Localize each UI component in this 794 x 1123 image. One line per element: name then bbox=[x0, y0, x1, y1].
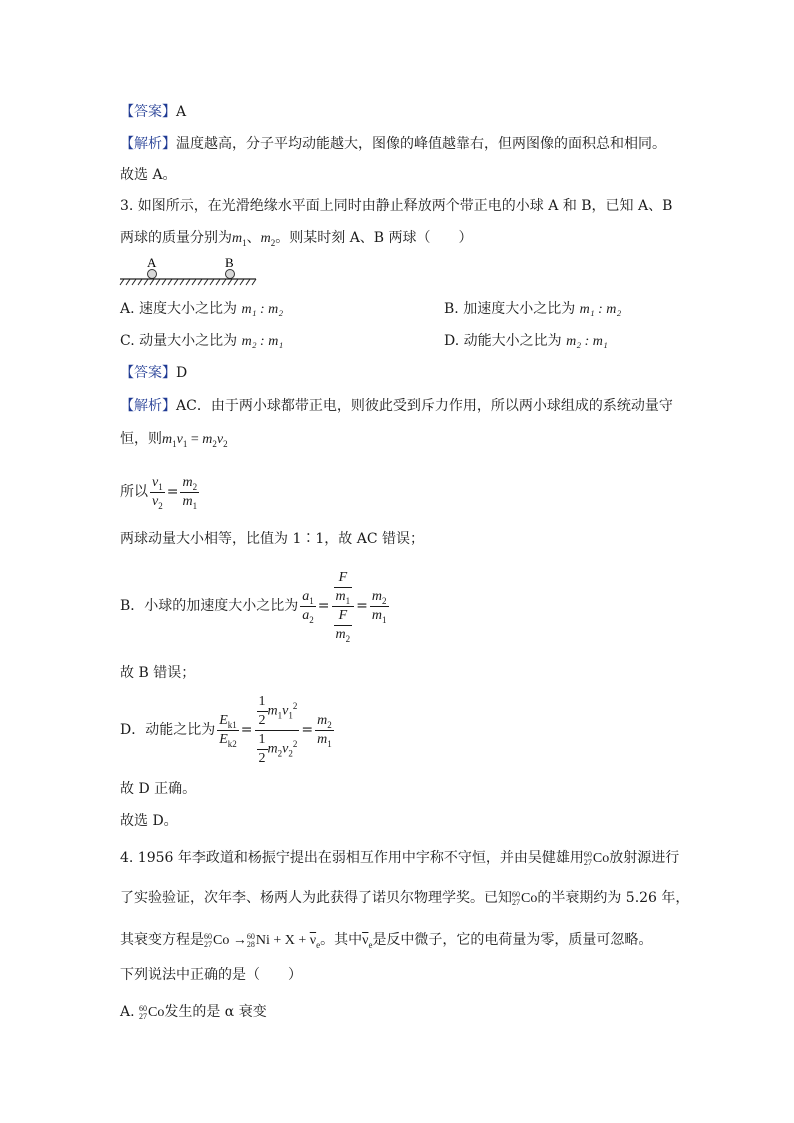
answer-tag: 【答案】 bbox=[120, 365, 176, 381]
force-over-mass-fraction: $\frac{\frac{F}{m_1}}{\frac{F}{m_2}}$ bbox=[332, 569, 355, 644]
cobalt-60-symbol: 60 27 Co bbox=[512, 889, 538, 907]
analysis-text: 温度越高，分子平均动能越大，图像的峰值越靠右，但两图像的面积总和相同。 bbox=[176, 136, 666, 152]
half-mv2-fraction: $\frac{1}{2}$ $m_1v_1^2$ $\frac{1}{2}$ $m_2v_2^2$ bbox=[255, 693, 300, 768]
mass-fraction: $\frac{m_2}{m_1}$ bbox=[182, 474, 198, 511]
ground-hatching bbox=[120, 279, 256, 285]
q3-d-right: 故 D 正确。 bbox=[120, 781, 197, 797]
q4-stem-line3: 其衰变方程是 60 27 Co → 60 28 $Ni + X + \overline{\nu}_e$。其中$\overline{\nu}_e$是反中微子，它的电荷量为零，质量可忽略。 bbox=[120, 931, 653, 950]
ball-b-label: B bbox=[225, 255, 234, 270]
antineutrino-symbol: $\overline{\nu}_e$ bbox=[362, 933, 373, 950]
q2-analysis bbox=[120, 134, 666, 154]
q3-option-c[interactable]: C. 动量大小之比为 m₂ : m₁ bbox=[120, 333, 284, 349]
ball-b bbox=[226, 270, 235, 279]
ball-a bbox=[148, 270, 157, 279]
analysis-tag: 【解析】 bbox=[120, 136, 176, 152]
mass-ratio-fraction-d: $\frac{m_2}{m_1}$ bbox=[317, 712, 332, 749]
q3-analysis-ac: 两球动量大小相等，比值为 1∶1，故 AC 错误； bbox=[120, 531, 424, 547]
q4-stem-line2: 了实验验证，次年李、杨两人为此获得了诺贝尔物理学奖。已知 60 27 Co的半衰期约为 5.26 年， bbox=[120, 888, 689, 909]
q3-analysis-b: B．小球的加速度大小之比为 $\frac{a_1}{a_2}$ = $\frac{\frac{F}{m_1}}{\frac{F}{m_2}}$ = $\frac{m_2}{m_1}$ bbox=[120, 569, 387, 644]
kinetic-energy-fraction: $\frac{E_{k1}}{E_{k2}}$ bbox=[219, 712, 237, 749]
momentum-equation: $m_1v_1 = m_2v_2$ bbox=[162, 432, 228, 449]
q3-figure bbox=[118, 255, 258, 291]
q3-b-wrong: 故 B 错误； bbox=[120, 665, 196, 681]
q3-analysis-line2: 恒，则$m_1v_1 = m_2v_2$ bbox=[120, 431, 228, 449]
answer-tag: 【答案】 bbox=[120, 104, 176, 120]
q2-choose: 故选 A。 bbox=[120, 167, 177, 183]
cobalt-60-symbol: 60 27 Co bbox=[583, 849, 610, 867]
answer-value: D bbox=[176, 365, 188, 381]
q4-stem-line4: 下列说法中正确的是（ ） bbox=[120, 967, 302, 983]
cobalt-60-symbol: 60 27 Co bbox=[139, 1003, 165, 1021]
q2-answer bbox=[120, 102, 186, 122]
q3-analysis-d: D．动能之比为 $\frac{E_{k1}}{E_{k2}}$ = $\frac{1}{2}$ $m_1v_1^2$ $\frac{1}{2}$ $m_2v_2^2$ = $\frac{m_2}{m_1}$ bbox=[120, 693, 332, 766]
q3-option-b[interactable]: B. 加速度大小之比为 m₁ : m₂ bbox=[444, 301, 622, 317]
velocity-fraction: $\frac{v_1}{v_2}$ bbox=[152, 474, 163, 511]
q3-stem-line2: 两球的质量分别为$m_1$、$m_2$。则某时刻 A、B 两球（ ） bbox=[120, 230, 473, 248]
q3-ratio-velocity: 所以 $\frac{v_1}{v_2}$ = $\frac{m_2}{m_1}$ bbox=[120, 474, 198, 511]
mass-ratio-fraction: $\frac{m_2}{m_1}$ bbox=[371, 588, 387, 625]
q3-analysis-line1: 【解析】AC．由于两小球都带正电，则彼此受到斥力作用，所以两小球组成的系统动量守 bbox=[120, 398, 673, 414]
decay-equation: 60 27 Co → 60 28 $Ni + X + \overline{\nu}_e$ bbox=[204, 931, 321, 950]
q3-answer bbox=[120, 363, 187, 383]
answer-value: A bbox=[176, 104, 187, 120]
q3-option-a[interactable]: A. 速度大小之比为 m₁ : m₂ bbox=[120, 301, 284, 317]
q3-stem-line1: 3. 如图所示，在光滑绝缘水平面上同时由静止释放两个带正电的小球 A 和 B，已知 A、B bbox=[120, 198, 673, 214]
accel-fraction: $\frac{a_1}{a_2}$ bbox=[302, 588, 314, 625]
q4-stem-line1: 4. 1956 年李政道和杨振宁提出在弱相互作用中宇称不守恒，并由吴健雄用 60 27 Co放射源进行 bbox=[120, 848, 679, 869]
q3-option-d[interactable]: D. 动能大小之比为 m₂ : m₁ bbox=[444, 333, 608, 349]
q3-choose: 故选 D。 bbox=[120, 813, 178, 829]
analysis-tag: 【解析】 bbox=[120, 398, 176, 414]
q4-option-a[interactable]: A. 60 27 Co发生的是 α 衰变 bbox=[120, 1002, 267, 1023]
ball-a-label: A bbox=[147, 255, 157, 270]
